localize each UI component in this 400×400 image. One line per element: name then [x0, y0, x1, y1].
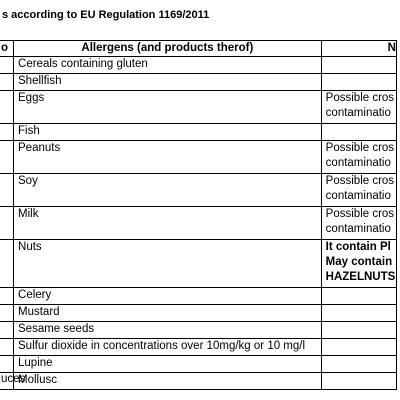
note-cell: Possible cros contaminatio [321, 207, 396, 240]
allergen-cell: Celery [14, 288, 322, 305]
note-cell: Possible cros contaminatio [321, 141, 396, 174]
row-number-cell [0, 240, 14, 288]
note-cell: Possible cros contaminatio [321, 91, 396, 124]
allergen-cell: Mollusc [14, 373, 322, 390]
allergen-cell: Peanuts [14, 141, 322, 174]
allergen-cell: Lupine [14, 356, 322, 373]
allergen-cell: Mustard [14, 305, 322, 322]
allergen-cell: Shellfish [14, 74, 322, 91]
row-number-cell [0, 124, 14, 141]
note-cell [321, 124, 396, 141]
header-allergens: Allergens (and products therof) [14, 41, 322, 57]
row-number-cell [0, 91, 14, 124]
row-number-cell [0, 305, 14, 322]
table-row [0, 373, 397, 390]
table-row [0, 339, 397, 356]
note-cell [321, 373, 396, 390]
row-number-cell [0, 356, 14, 373]
allergen-cell: Sulfur dioxide in concentrations over 10mg/kg or 10 mg/l [14, 339, 322, 356]
allergen-cell: Soy [14, 174, 322, 207]
header-number: o [0, 41, 14, 57]
table-row [0, 141, 397, 174]
note-cell: Possible cros contaminatio [321, 174, 396, 207]
note-cell [321, 339, 396, 356]
note-cell [321, 57, 396, 74]
note-cell [321, 322, 396, 339]
table-row [0, 74, 397, 91]
footer-text: uces [1, 373, 26, 385]
allergen-cell: Nuts [14, 240, 322, 288]
row-number-cell [0, 141, 14, 174]
allergen-table [0, 40, 397, 390]
row-number-cell [0, 207, 14, 240]
allergen-cell: Eggs [14, 91, 322, 124]
row-number-cell [0, 339, 14, 356]
table-row [0, 288, 397, 305]
table-row [0, 174, 397, 207]
allergen-cell: Cereals containing gluten [14, 57, 322, 74]
row-number-cell [0, 322, 14, 339]
allergen-cell: Fish [14, 124, 322, 141]
row-number-cell [0, 288, 14, 305]
allergen-cell: Sesame seeds [14, 322, 322, 339]
table-row [0, 356, 397, 373]
table-row [0, 124, 397, 141]
note-cell [321, 74, 396, 91]
table-row [0, 57, 397, 74]
note-cell [321, 305, 396, 322]
note-cell [321, 288, 396, 305]
table-row [0, 207, 397, 240]
note-cell: It contain Pl May contain HAZELNUTS [321, 240, 396, 288]
header-notes: N [321, 41, 396, 57]
row-number-cell [0, 57, 14, 74]
table-row [0, 91, 397, 124]
table-row [0, 240, 397, 288]
document-heading: s according to EU Regulation 1169/2011 [2, 9, 210, 21]
table-header-row [0, 41, 397, 57]
row-number-cell [0, 174, 14, 207]
table-row [0, 322, 397, 339]
row-number-cell [0, 74, 14, 91]
note-cell [321, 356, 396, 373]
allergen-cell: Milk [14, 207, 322, 240]
table-row [0, 305, 397, 322]
